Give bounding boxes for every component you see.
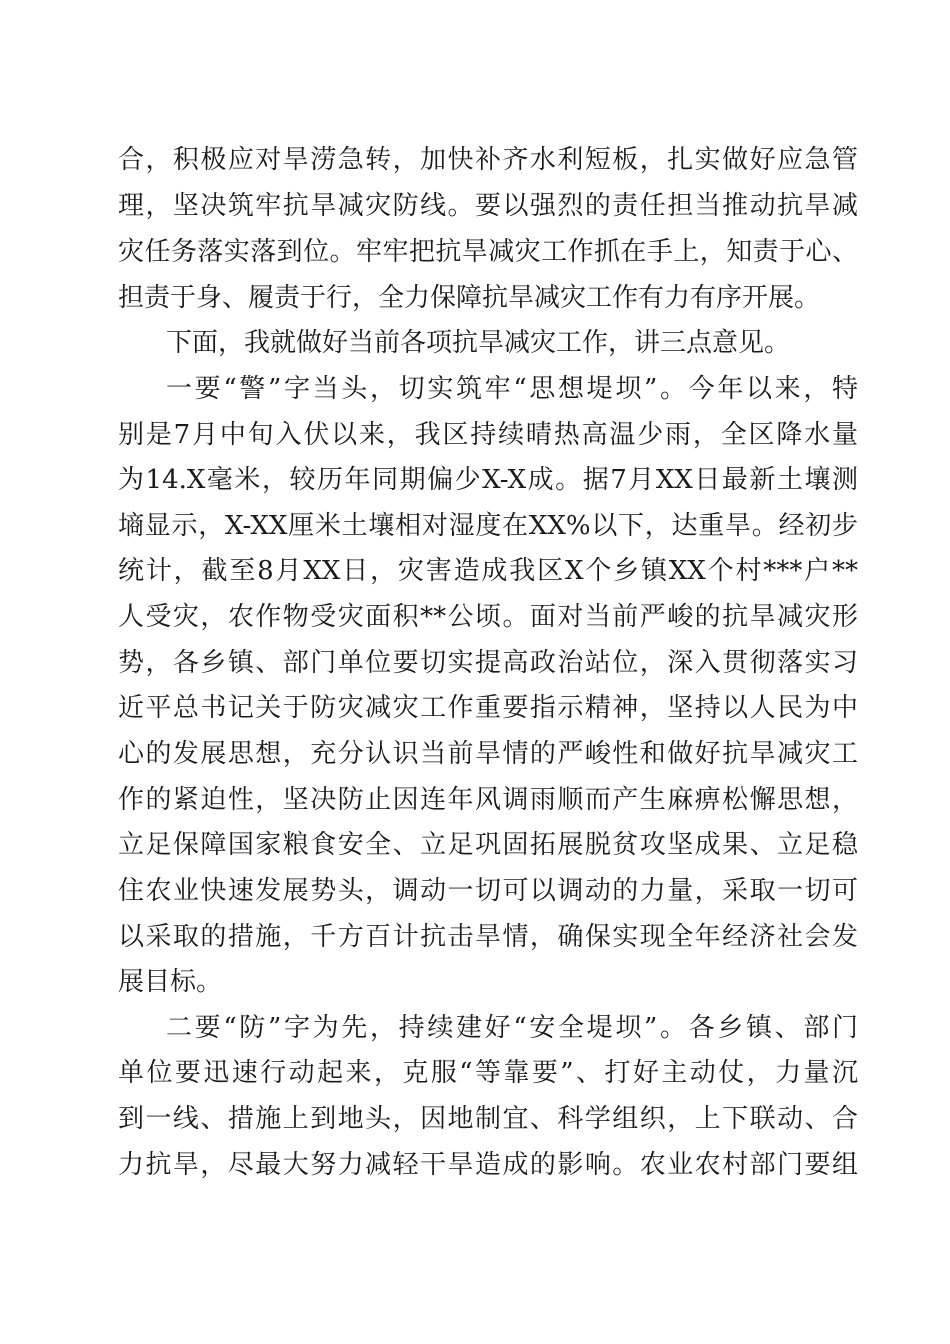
text-line: 住农业快速发展势头，调动一切可以调动的力量，采取一切可 (118, 876, 858, 906)
text-line: 势，各乡镇、部门单位要切实提高政治站位，深入贯彻落实习 (118, 648, 858, 678)
text-line: 为14.X毫米，较历年同期偏少X-X成。据7月XX日最新土壤测 (118, 465, 858, 495)
text-line: 别是7月中旬入伏以来，我区持续晴热高温少雨，全区降水量 (118, 420, 858, 450)
text-line: 人受灾，农作物受灾面积**公顷。面对当前严峻的抗旱减灾形 (118, 602, 858, 632)
text-line: 合，积极应对旱涝急转，加快补齐水利短板，扎实做好应急管 (118, 145, 858, 175)
text-line: 到一线、措施上到地头，因地制宜、科学组织，上下联动、合 (118, 1104, 858, 1134)
text-line: 单位要迅速行动起来，克服“等靠要”、打好主动仗，力量沉 (118, 1058, 858, 1088)
text-line: 统计，截至8月XX日，灾害造成我区X个乡镇XX个村***户** (118, 556, 858, 586)
text-line: 近平总书记关于防灾减灾工作重要指示精神，坚持以人民为中 (118, 693, 858, 723)
text-line: 墒显示，X-XX厘米土壤相对湿度在XX%以下，达重旱。经初步 (118, 511, 858, 541)
text-line: 作的紧迫性，坚决防止因连年风调雨顺而产生麻痹松懈思想， (118, 785, 858, 815)
text-line: 立足保障国家粮食安全、立足巩固拓展脱贫攻坚成果、立足稳 (118, 830, 858, 860)
text-line: 展目标。 (118, 967, 223, 997)
text-line: 理，坚决筑牢抗旱减灾防线。要以强烈的责任担当推动抗旱减 (118, 191, 858, 221)
text-line: 心的发展思想，充分认识当前旱情的严峻性和做好抗旱减灾工 (118, 739, 858, 769)
text-line: 力抗旱，尽最大努力减轻干旱造成的影响。农业农村部门要组 (118, 1150, 858, 1180)
text-line: 二要“防”字为先，持续建好“安全堤坝”。各乡镇、部门 (166, 1013, 858, 1043)
text-line: 以采取的措施，千方百计抗击旱情，确保实现全年经济社会发 (118, 922, 858, 952)
text-line: 灾任务落实落到位。牢牢把抗旱减灾工作抓在手上，知责于心、 (118, 237, 858, 267)
text-line: 下面，我就做好当前各项抗旱减灾工作，讲三点意见。 (166, 328, 791, 358)
text-line: 一要“警”字当头，切实筑牢“思想堤坝”。今年以来，特 (166, 374, 858, 404)
text-line: 担责于身、履责于行，全力保障抗旱减灾工作有力有序开展。 (118, 283, 821, 313)
